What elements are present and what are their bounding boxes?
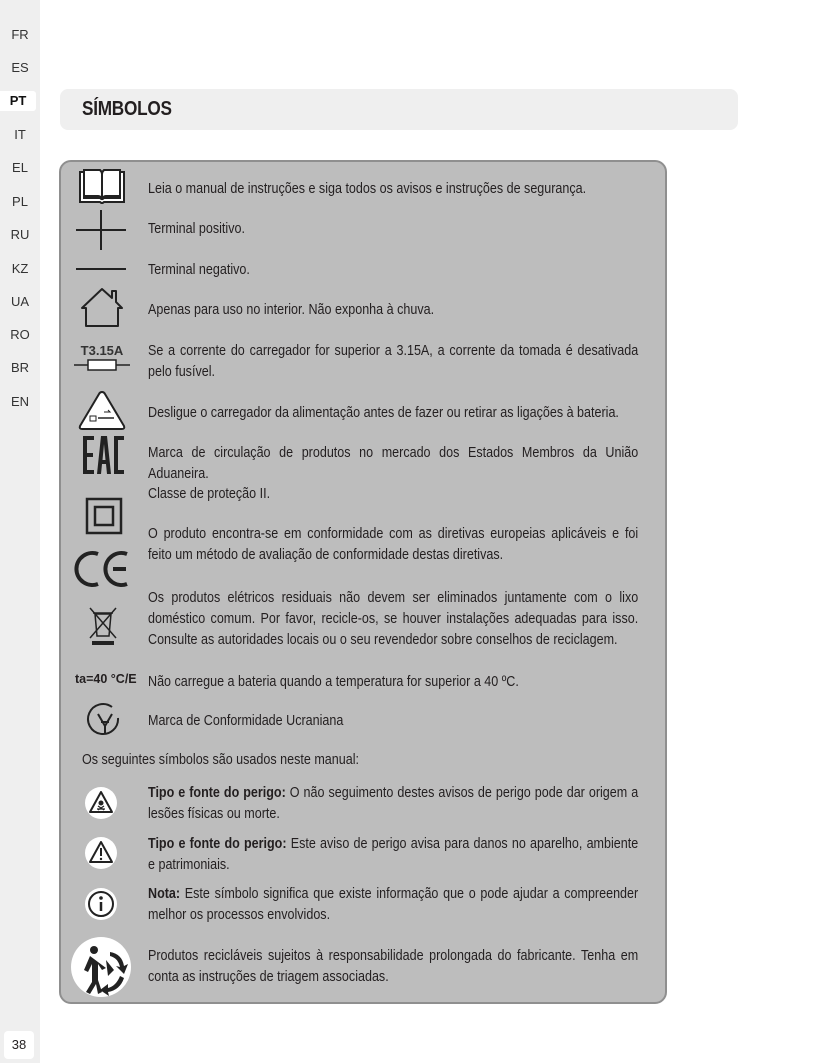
language-sidebar xyxy=(0,0,40,1063)
manual-intro-text: Os seguintes símbolos são usados neste manual: xyxy=(82,752,359,768)
plus-icon xyxy=(76,208,128,252)
lang-ru[interactable]: RU xyxy=(10,227,30,242)
lang-ro[interactable]: RO xyxy=(10,327,30,342)
symbol-text-disconnect: Desligue o carregador da alimentação antes de fazer ou retirar as ligações à bateria. xyxy=(148,405,619,421)
danger-label: Tipo e fonte do perigo: xyxy=(148,785,286,801)
note-label: Nota: xyxy=(148,886,181,902)
manual-symbol-warning xyxy=(148,834,638,876)
warning-triangle-icon xyxy=(83,836,121,870)
symbol-text-class-ii: Classe de proteção II. xyxy=(148,486,271,502)
temperature-label: ta=40 °C/E xyxy=(75,672,137,686)
symbol-text-fuse: Se a corrente do carregador for superior a 3.15A, a corrente da tomada é desativada pelo fusível. xyxy=(148,343,639,380)
danger-text: O não seguimento destes avisos de perigo pode dar origem a lesões físicas ou morte. xyxy=(148,785,639,822)
lang-it[interactable]: IT xyxy=(14,127,26,142)
warning-text: Este aviso de perigo avisa para danos no aparelho, ambiente e patrimoniais. xyxy=(148,836,639,873)
lang-el[interactable]: EL xyxy=(12,160,28,175)
symbol-text-ukraine: Marca de Conformidade Ucraniana xyxy=(148,713,344,729)
symbol-text-indoor: Apenas para uso no interior. Não exponha à chuva. xyxy=(148,302,435,318)
info-icon xyxy=(83,886,121,924)
manual-symbol-triman: Produtos recicláveis sujeitos à responsabilidade prolongada do fabricante. Tenha em conta as instruções de triagem associadas. xyxy=(148,948,639,985)
symbol-text-eac: Marca de circulação de produtos no mercado dos Estados Membros da União Aduaneira. xyxy=(148,445,639,482)
manual-symbol-note xyxy=(148,884,638,926)
ukraine-conformity-icon xyxy=(86,702,124,740)
lang-fr[interactable]: FR xyxy=(11,27,29,42)
manual-symbol-danger xyxy=(148,783,638,825)
danger-hazard-icon xyxy=(83,786,121,820)
lang-ua[interactable]: UA xyxy=(10,294,30,309)
weee-bin-icon xyxy=(86,604,120,646)
symbol-text-manual: Leia o manual de instruções e siga todos os avisos e instruções de segurança. xyxy=(148,181,587,197)
symbol-text-negative: Terminal negativo. xyxy=(148,262,250,278)
minus-icon xyxy=(76,262,128,276)
symbol-text-positive: Terminal positivo. xyxy=(148,221,245,237)
lang-pl[interactable]: PL xyxy=(12,194,28,209)
fuse-label: T3.15A xyxy=(80,343,124,358)
page-number: 38 xyxy=(4,1031,34,1059)
lang-br[interactable]: BR xyxy=(10,360,30,375)
page-title: SÍMBOLOS xyxy=(82,98,172,120)
triman-recycle-icon xyxy=(68,934,134,1000)
ce-mark-icon xyxy=(72,548,132,590)
fuse-icon xyxy=(74,343,130,377)
symbols-panel xyxy=(59,160,667,1004)
lang-en[interactable]: EN xyxy=(10,394,30,409)
symbol-text-temperature: Não carregue a bateria quando a temperatura for superior a 40 ºC. xyxy=(148,674,519,690)
symbol-text-ce: O produto encontra-se em conformidade com as diretivas europeias aplicáveis e foi feito um método de avaliação de conformidade destas diretivas. xyxy=(148,526,639,563)
note-text: Este símbolo significa que existe informação que o pode ajudar a compreender melhor os processos envolvidos. xyxy=(148,886,639,923)
symbol-text-weee: Os produtos elétricos residuais não devem ser eliminados juntamente com o lixo doméstico comum. Por favor, recicle-os, se houver instalações adequadas para isso. Consulte as autoridades locais ou o seu revendedor sobre conselhos de reciclagem. xyxy=(148,590,639,648)
lang-pt-active[interactable]: PT xyxy=(0,91,36,111)
indoor-house-icon xyxy=(78,286,126,330)
lang-es[interactable]: ES xyxy=(11,60,29,75)
lang-kz[interactable]: KZ xyxy=(11,261,29,276)
disconnect-warning-icon xyxy=(76,388,128,432)
class-ii-icon xyxy=(84,496,126,538)
warning-label: Tipo e fonte do perigo: xyxy=(148,836,287,852)
manual-book-icon xyxy=(76,166,128,206)
eac-mark-icon xyxy=(80,430,128,480)
section-title-bar xyxy=(60,89,738,130)
